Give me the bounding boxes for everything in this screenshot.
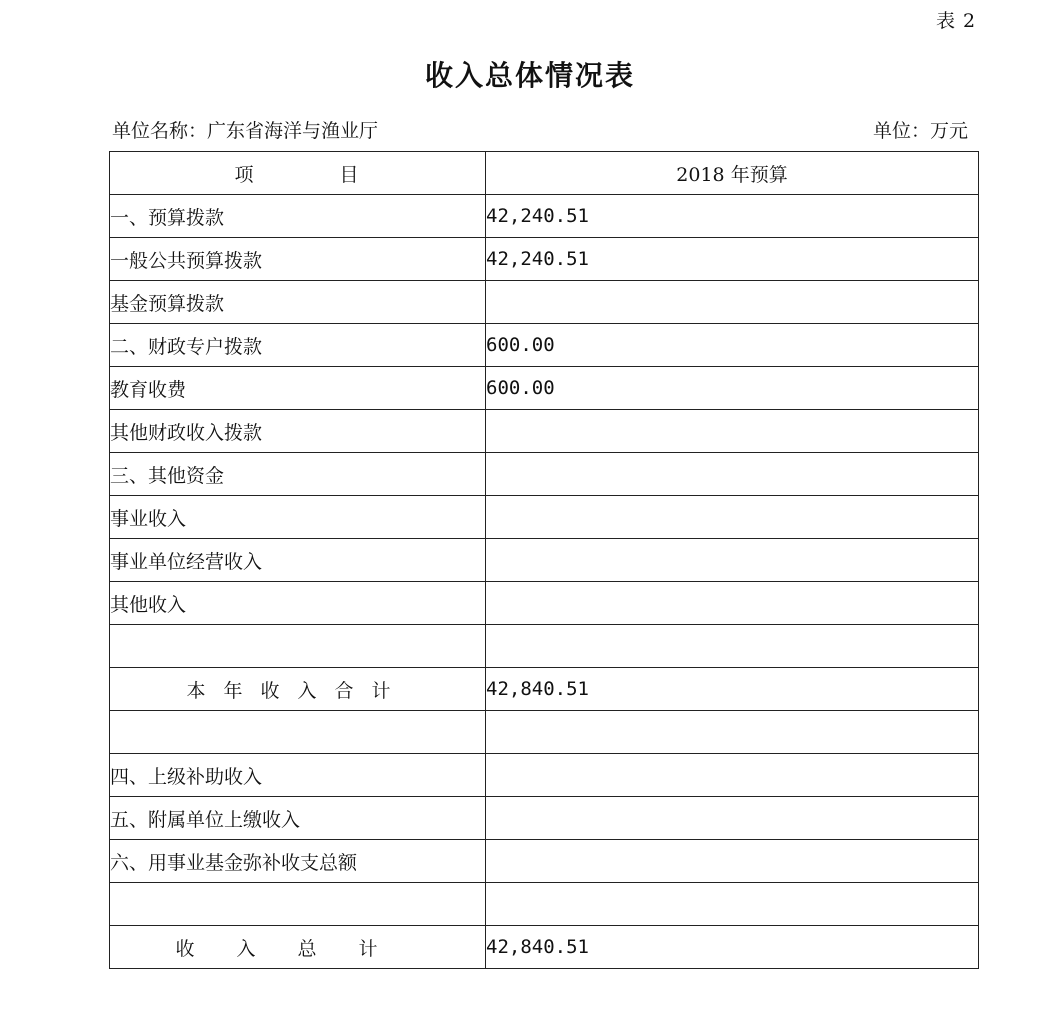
row-label: 其他财政收入拨款 <box>110 410 486 453</box>
row-value <box>486 281 979 324</box>
organization-name: 单位名称：广东省海洋与渔业厅 <box>112 120 379 142</box>
table-row <box>110 281 979 324</box>
table-row <box>110 238 979 281</box>
row-value <box>486 453 979 496</box>
table-row <box>110 797 979 840</box>
table-row-empty <box>110 625 979 668</box>
row-value: 42,240.51 <box>486 238 979 281</box>
row-value <box>486 410 979 453</box>
row-value <box>486 496 979 539</box>
table-row <box>110 367 979 410</box>
column-header-item: 项 目 <box>110 152 486 195</box>
row-value <box>486 797 979 840</box>
row-label: 一、预算拨款 <box>110 195 486 238</box>
row-label: 基金预算拨款 <box>110 281 486 324</box>
subtotal-value: 42,840.51 <box>486 668 979 711</box>
grand-total-row <box>110 926 979 969</box>
table-row <box>110 496 979 539</box>
table-row <box>110 754 979 797</box>
unit-label: 单位：万元 <box>873 120 969 142</box>
row-value: 600.00 <box>486 324 979 367</box>
row-label: 五、附属单位上缴收入 <box>110 797 486 840</box>
income-table <box>109 151 979 969</box>
table-header-row <box>110 152 979 195</box>
row-label <box>110 625 486 668</box>
row-label: 二、财政专户拨款 <box>110 324 486 367</box>
table-row-empty <box>110 711 979 754</box>
table-row <box>110 453 979 496</box>
row-label: 三、其他资金 <box>110 453 486 496</box>
row-label: 事业单位经营收入 <box>110 539 486 582</box>
row-label <box>110 711 486 754</box>
column-header-budget: 2018 年预算 <box>486 152 979 195</box>
row-value <box>486 754 979 797</box>
row-label: 一般公共预算拨款 <box>110 238 486 281</box>
row-label: 六、用事业基金弥补收支总额 <box>110 840 486 883</box>
row-value <box>486 711 979 754</box>
row-label: 四、上级补助收入 <box>110 754 486 797</box>
table-row-empty <box>110 883 979 926</box>
row-value <box>486 625 979 668</box>
subtotal-label: 本年收入合计 <box>110 668 486 711</box>
row-value <box>486 883 979 926</box>
page-title: 收入总体情况表 <box>424 59 635 92</box>
table-row <box>110 539 979 582</box>
row-label: 事业收入 <box>110 496 486 539</box>
row-value <box>486 539 979 582</box>
subtotal-row <box>110 668 979 711</box>
table-row <box>110 840 979 883</box>
row-label: 教育收费 <box>110 367 486 410</box>
grand-total-value: 42,840.51 <box>486 926 979 969</box>
row-value <box>486 840 979 883</box>
row-value: 600.00 <box>486 367 979 410</box>
table-row <box>110 195 979 238</box>
row-label: 其他收入 <box>110 582 486 625</box>
grand-total-label: 收入总计 <box>110 926 486 969</box>
table-row <box>110 410 979 453</box>
table-row <box>110 324 979 367</box>
table-row <box>110 582 979 625</box>
row-label <box>110 883 486 926</box>
row-value <box>486 582 979 625</box>
row-value: 42,240.51 <box>486 195 979 238</box>
table-number: 表 2 <box>936 10 977 32</box>
